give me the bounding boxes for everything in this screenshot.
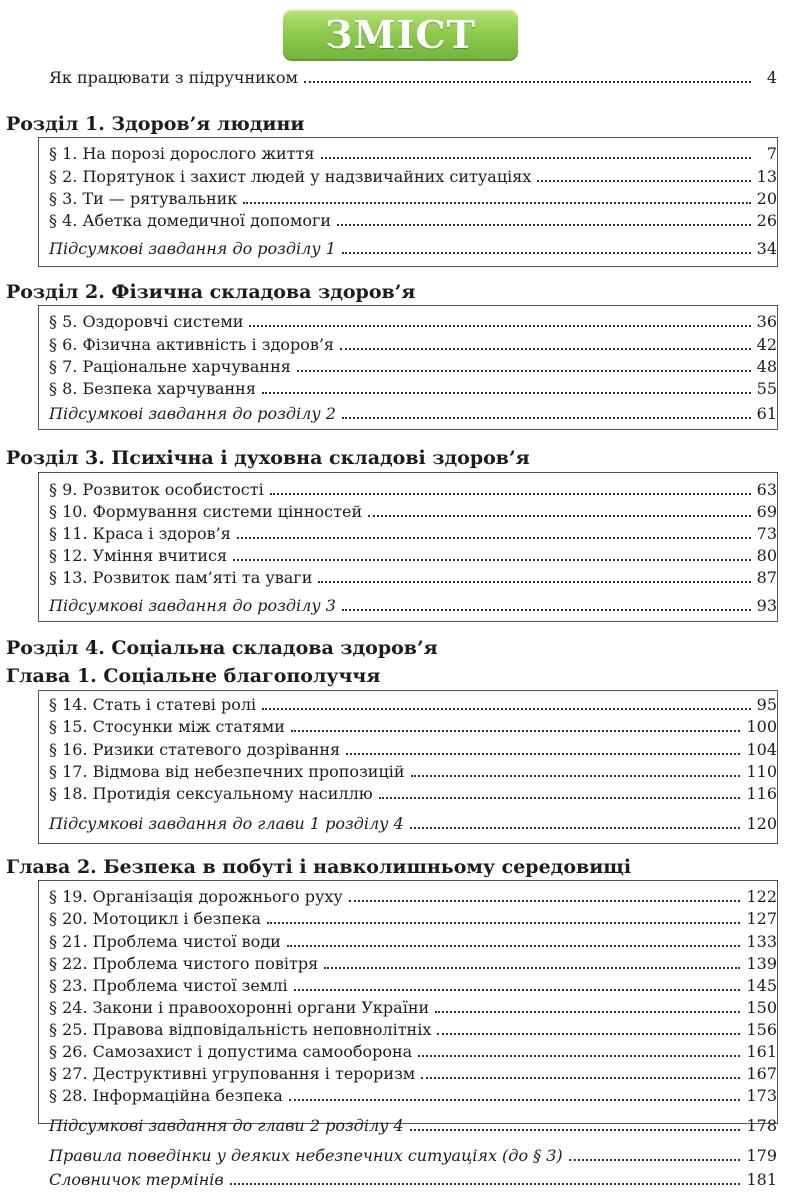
dot-leader — [230, 1183, 741, 1185]
entry-title: § 3. Ти — рятувальник — [49, 188, 238, 208]
section-heading-3: Розділ 3. Психічна і духовна складові здоров’я — [6, 447, 530, 469]
toc-entry-summary[interactable] — [49, 400, 777, 426]
dot-leader — [304, 81, 751, 83]
entry-page: 93 — [756, 595, 777, 615]
toc-entry-summary[interactable] — [49, 235, 777, 261]
entry-page: 110 — [746, 761, 777, 781]
entry-title: Підсумкові завдання до глави 2 розділу 4 — [49, 1115, 404, 1135]
entry-title: Підсумкові завдання до глави 1 розділу 4 — [49, 813, 404, 833]
dot-leader — [294, 989, 741, 991]
entry-title: § 23. Проблема чистої землі — [49, 975, 288, 995]
entry-title: Словничок термінів — [49, 1169, 224, 1189]
dot-leader — [569, 1159, 741, 1161]
entry-title: § 27. Деструктивні угруповання і тероризм — [49, 1063, 416, 1083]
dot-leader — [318, 581, 750, 583]
dot-leader — [249, 325, 750, 327]
entry-title: § 19. Організація дорожнього руху — [49, 886, 343, 906]
entry-title: Як працювати з підручником — [49, 67, 298, 87]
dot-leader — [340, 348, 751, 350]
entry-page: 133 — [746, 931, 777, 951]
entry-page: 181 — [746, 1169, 777, 1189]
entry-page: 63 — [756, 479, 777, 499]
dot-leader — [435, 1011, 740, 1013]
page-title: ЗМІСТ — [325, 12, 476, 57]
entry-title: § 7. Раціональне харчування — [49, 356, 291, 376]
toc-entry-glossary[interactable] — [49, 1166, 777, 1192]
dot-leader — [337, 224, 751, 226]
entry-page: 100 — [746, 716, 777, 736]
dot-leader — [237, 537, 751, 539]
dot-leader — [297, 370, 751, 372]
entry-title: § 13. Розвиток пам’яті та уваги — [49, 567, 313, 587]
chapter-heading-2: Глава 2. Безпека в побуті і навколишньому середовищі — [6, 856, 632, 878]
dot-leader — [437, 1033, 740, 1035]
entry-title: § 1. На порозі дорослого життя — [49, 143, 315, 163]
entry-page: 139 — [746, 953, 777, 973]
entry-title: § 18. Протидія сексуальному насиллю — [49, 783, 373, 803]
entry-title: § 25. Правова відповідальність неповнолітніх — [49, 1019, 432, 1039]
dot-leader — [262, 708, 751, 710]
entry-title: § 15. Стосунки між статями — [49, 716, 285, 736]
entry-page: 48 — [756, 356, 777, 376]
section-heading-4: Розділ 4. Соціальна складова здоров’я — [6, 637, 438, 659]
entry-page: 116 — [746, 783, 777, 803]
dot-leader — [233, 559, 751, 561]
chapter-heading-1: Глава 1. Соціальне благополуччя — [6, 665, 381, 687]
dot-leader — [379, 797, 741, 799]
entry-page: 122 — [746, 886, 777, 906]
dot-leader — [342, 417, 751, 419]
entry-page: 26 — [756, 210, 777, 230]
entry-title: § 17. Відмова від небезпечних пропозицій — [49, 761, 405, 781]
entry-page: 104 — [746, 739, 777, 759]
dot-leader — [418, 1055, 740, 1057]
toc-entry-summary[interactable] — [49, 592, 777, 618]
entry-title: § 6. Фізична активність і здоров’я — [49, 334, 335, 354]
entry-page: 80 — [756, 545, 777, 565]
entry-title: Підсумкові завдання до розділу 2 — [49, 403, 336, 423]
entry-title: § 9. Розвиток особистості — [49, 479, 264, 499]
toc-entry[interactable] — [49, 564, 777, 590]
dot-leader — [289, 1099, 741, 1101]
entry-title: § 26. Самозахист і допустима самооборона — [49, 1041, 413, 1061]
dot-leader — [537, 180, 750, 182]
entry-page: 150 — [746, 997, 777, 1017]
entry-title: § 22. Проблема чистого повітря — [49, 953, 319, 973]
entry-page: 87 — [756, 567, 777, 587]
toc-entry[interactable] — [49, 375, 777, 401]
entry-title: § 21. Проблема чистої води — [49, 931, 281, 951]
entry-page: 4 — [766, 67, 777, 87]
entry-page: 120 — [746, 813, 777, 833]
entry-page: 145 — [746, 975, 777, 995]
entry-page: 34 — [756, 238, 777, 258]
entry-page: 55 — [756, 378, 777, 398]
entry-page: 173 — [746, 1085, 777, 1105]
toc-entry[interactable] — [49, 780, 777, 806]
dot-leader — [262, 392, 751, 394]
entry-page: 161 — [746, 1041, 777, 1061]
dot-leader — [321, 157, 751, 159]
title-badge — [283, 9, 518, 61]
dot-leader — [349, 900, 741, 902]
entry-title: § 8. Безпека харчування — [49, 378, 256, 398]
entry-title: Підсумкові завдання до розділу 3 — [49, 595, 336, 615]
entry-title: § 24. Закони і правоохоронні органи України — [49, 997, 430, 1017]
dot-leader — [410, 827, 741, 829]
dot-leader — [421, 1077, 740, 1079]
dot-leader — [287, 945, 741, 947]
section-heading-1: Розділ 1. Здоров’я людини — [6, 113, 305, 135]
entry-title: Правила поведінки у деяких небезпечних ситуаціях (до § 3) — [49, 1145, 563, 1165]
toc-entry[interactable] — [49, 207, 777, 233]
toc-entry[interactable] — [49, 1082, 777, 1108]
entry-title: Підсумкові завдання до розділу 1 — [49, 238, 336, 258]
entry-page: 69 — [756, 501, 777, 521]
entry-page: 61 — [756, 403, 777, 423]
entry-title: § 5. Оздоровчі системи — [49, 311, 244, 331]
dot-leader — [342, 252, 751, 254]
entry-title: § 2. Порятунок і захист людей у надзвичайних ситуаціях — [49, 166, 532, 186]
entry-page: 156 — [746, 1019, 777, 1039]
dot-leader — [267, 922, 740, 924]
entry-page: 42 — [756, 334, 777, 354]
entry-title: § 28. Інформаційна безпека — [49, 1085, 283, 1105]
entry-page: 178 — [746, 1115, 777, 1135]
entry-title: § 16. Ризики статевого дозрівання — [49, 739, 341, 759]
dot-leader — [324, 967, 740, 969]
entry-page: 95 — [756, 694, 777, 714]
dot-leader — [368, 515, 751, 517]
toc-entry-summary[interactable] — [49, 810, 777, 836]
toc-entry-intro[interactable] — [49, 64, 777, 90]
entry-title: § 20. Мотоцикл і безпека — [49, 908, 262, 928]
entry-page: 7 — [766, 143, 777, 163]
dot-leader — [410, 1129, 741, 1131]
dot-leader — [411, 775, 741, 777]
dot-leader — [346, 753, 740, 755]
entry-page: 127 — [746, 908, 777, 928]
entry-page: 36 — [756, 311, 777, 331]
dot-leader — [291, 730, 741, 732]
dot-leader — [342, 609, 751, 611]
entry-title: § 12. Уміння вчитися — [49, 545, 228, 565]
entry-page: 20 — [756, 188, 777, 208]
entry-page: 13 — [756, 166, 777, 186]
toc-entry-appendix[interactable] — [49, 1142, 777, 1168]
entry-page: 73 — [756, 523, 777, 543]
toc-entry-summary[interactable] — [49, 1112, 777, 1138]
entry-page: 167 — [746, 1063, 777, 1083]
entry-title: § 4. Абетка домедичної допомоги — [49, 210, 332, 230]
dot-leader — [270, 493, 751, 495]
entry-title: § 11. Краса і здоров’я — [49, 523, 231, 543]
dot-leader — [243, 202, 750, 204]
section-heading-2: Розділ 2. Фізична складова здоров’я — [6, 281, 416, 303]
entry-title: § 14. Стать і статеві ролі — [49, 694, 257, 714]
entry-title: § 10. Формування системи цінностей — [49, 501, 363, 521]
entry-page: 179 — [746, 1145, 777, 1165]
